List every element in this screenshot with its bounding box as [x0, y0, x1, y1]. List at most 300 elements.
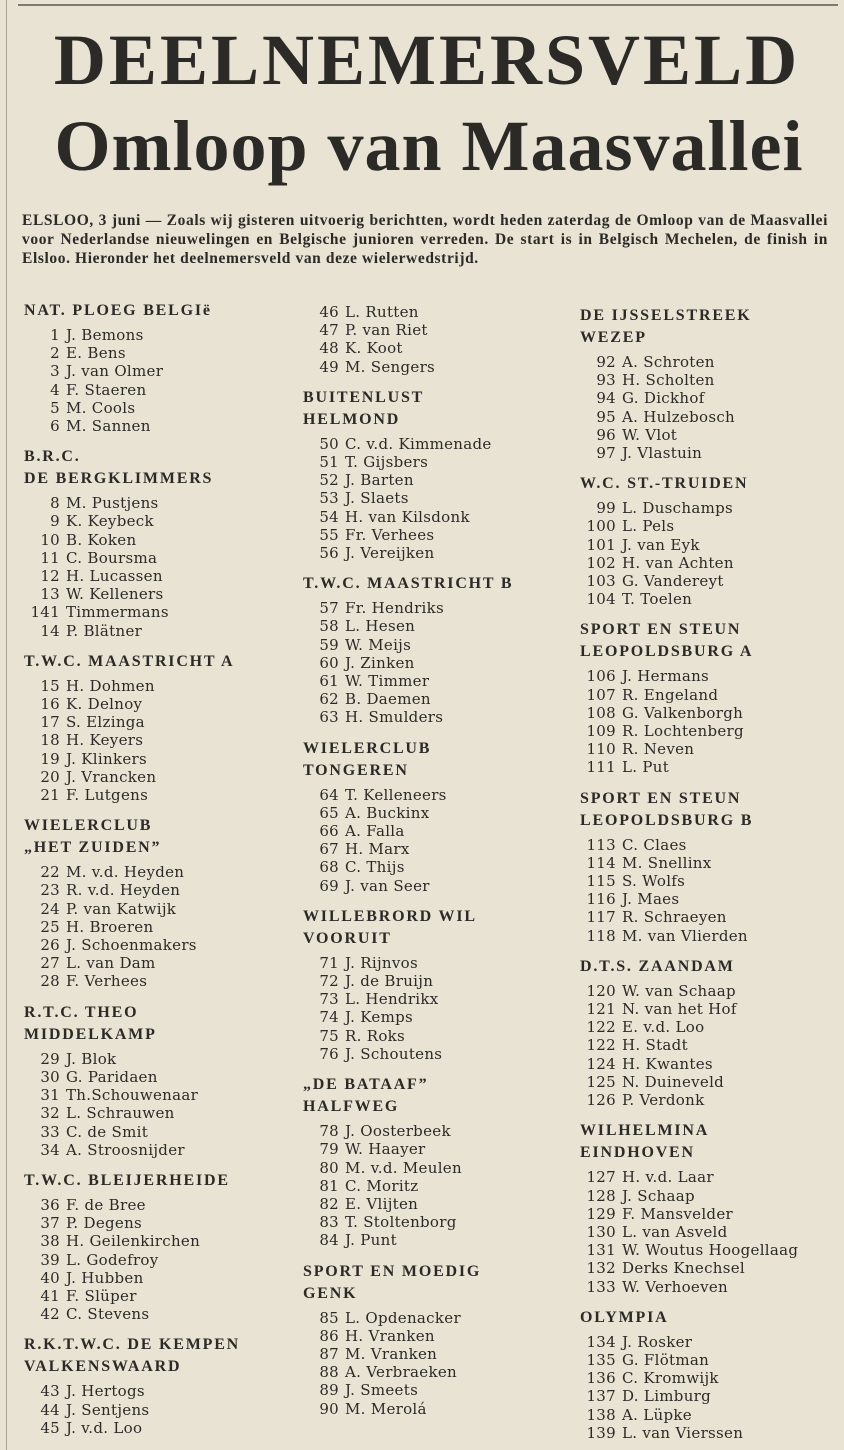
rider-name: J. Punt: [345, 1231, 397, 1250]
rider-number: 3: [50, 362, 60, 381]
rider-number: 96: [596, 425, 616, 444]
rider-name: A. Schroten: [622, 353, 715, 371]
rider-number: 63: [319, 708, 339, 727]
rider-name: M. Merolá: [345, 1399, 427, 1418]
team-name: „DE BATAAF” HALFWEG: [303, 1076, 429, 1116]
rider-name: Th.Schouwenaar: [66, 1086, 199, 1105]
rider-entry: [580, 1018, 838, 1036]
rider-number: 60: [319, 653, 339, 672]
rider-number: 79: [319, 1140, 339, 1159]
rider-entry: [580, 836, 838, 854]
rider-entry: [24, 1382, 296, 1400]
rider-entry: [303, 1045, 571, 1063]
rider-entry: [580, 1424, 838, 1442]
rider-entry: [303, 471, 571, 489]
rider-number: 31: [40, 1086, 60, 1105]
rider-entry: [24, 1287, 296, 1305]
rider-number: 75: [319, 1026, 339, 1045]
rider-entry: [580, 1387, 838, 1405]
rider-name: L. Opdenacker: [345, 1308, 461, 1327]
rider-entry: [303, 972, 571, 990]
rider-name: K. Koot: [345, 339, 403, 358]
rider-number: 69: [319, 876, 339, 895]
rider-entry: [303, 1400, 571, 1418]
rider-entry: [303, 990, 571, 1008]
rider-number: 12: [40, 567, 60, 586]
rider-number: 117: [586, 908, 616, 927]
rider-list: [580, 1168, 838, 1295]
rider-entry: [580, 908, 838, 926]
rider-entry: [580, 1259, 838, 1277]
team-block: [303, 1261, 571, 1418]
rider-list: [303, 303, 571, 376]
column-1: [24, 300, 296, 1437]
rider-number: 50: [319, 434, 339, 453]
rider-number: 134: [586, 1332, 616, 1351]
rider-number: 85: [319, 1308, 339, 1327]
rider-entry: [580, 1036, 838, 1054]
rider-name: L. van Dam: [66, 954, 156, 973]
rider-number: 67: [319, 840, 339, 859]
rider-entry: [303, 1231, 571, 1249]
rider-name: J. Smeets: [345, 1381, 419, 1400]
rider-number: 104: [586, 590, 616, 609]
team-block: [24, 1170, 296, 1323]
rider-name: J. Vlastuin: [622, 444, 703, 463]
team-name: WILLEBRORD WIL VOORUIT: [303, 907, 477, 947]
rider-name: T. Gijsbers: [345, 453, 429, 472]
rider-name: M. Pustjens: [66, 494, 159, 513]
rider-name: A. Lüpke: [622, 1405, 692, 1424]
rider-entry: [24, 786, 296, 804]
rider-entry: [24, 954, 296, 972]
rider-name: G. Dickhof: [622, 389, 705, 408]
rider-number: 61: [319, 672, 339, 691]
rider-entry: [24, 1232, 296, 1250]
rider-name: J. Schoenmakers: [66, 936, 197, 955]
rider-number: 114: [586, 853, 616, 872]
rider-entry: [303, 508, 571, 526]
rider-number: 122: [586, 1018, 616, 1037]
rider-name: D. Limburg: [622, 1387, 712, 1406]
rider-entry: [580, 722, 838, 740]
rider-number: 110: [586, 740, 616, 759]
rider-entry: [303, 1008, 571, 1026]
rider-entry: [24, 344, 296, 362]
rider-number: 18: [40, 731, 60, 750]
rider-number: 48: [319, 339, 339, 358]
rider-number: 135: [586, 1350, 616, 1369]
rider-entry: [303, 690, 571, 708]
rider-entry: [580, 758, 838, 776]
rider-name: J. Hubben: [66, 1268, 144, 1287]
rider-number: 130: [586, 1222, 616, 1241]
rider-name: W. Vlot: [622, 425, 678, 444]
rider-number: 19: [40, 749, 60, 768]
rider-entry: [580, 517, 838, 535]
rider-entry: [303, 954, 571, 972]
rider-name: J. Klinkers: [66, 749, 147, 768]
team-block: [580, 788, 838, 945]
rider-number: 43: [40, 1382, 60, 1401]
rider-list: [580, 836, 838, 945]
rider-name: H. Smulders: [345, 708, 444, 727]
rider-number: 20: [40, 767, 60, 786]
rider-name: P. van Riet: [345, 321, 428, 340]
rider-name: L. van Vierssen: [622, 1423, 744, 1442]
rider-entry: [303, 654, 571, 672]
rider-name: F. Staeren: [66, 380, 147, 399]
rider-name: J. Bemons: [66, 326, 144, 344]
rider-entry: [580, 982, 838, 1000]
rider-list: [303, 599, 571, 726]
rider-entry: [303, 858, 571, 876]
rider-name: T. Kelleneers: [345, 785, 447, 804]
rider-number: 126: [586, 1091, 616, 1110]
rider-name: M. v.d. Meulen: [345, 1158, 462, 1177]
team-name: SPORT EN STEUN LEOPOLDSBURG B: [580, 789, 754, 829]
rider-number: 139: [586, 1423, 616, 1442]
rider-number: 113: [586, 835, 616, 854]
rider-number: 118: [586, 926, 616, 945]
team-name: SPORT EN MOEDIG GENK: [303, 1262, 482, 1302]
rider-entry: [24, 881, 296, 899]
team-block: [24, 300, 296, 435]
rider-number: 62: [319, 690, 339, 709]
rider-entry: [303, 435, 571, 453]
rider-name: F. Lutgens: [66, 786, 149, 805]
rider-entry: [580, 1369, 838, 1387]
rider-entry: [24, 1141, 296, 1159]
rider-entry: [24, 1214, 296, 1232]
rider-name: E. v.d. Loo: [622, 1018, 705, 1037]
rider-list: [580, 353, 838, 462]
rider-list: [580, 499, 838, 608]
rider-name: M. Vranken: [345, 1344, 438, 1363]
rider-number: 71: [319, 953, 339, 972]
rider-number: 44: [40, 1400, 60, 1419]
rider-list: [303, 954, 571, 1063]
rider-name: J. v.d. Loo: [66, 1418, 143, 1437]
rider-name: Fr. Verhees: [345, 525, 435, 544]
rider-number: 4: [50, 380, 60, 399]
rider-number: 54: [319, 507, 339, 526]
rider-number: 133: [586, 1277, 616, 1296]
rider-entry: [24, 972, 296, 990]
rider-name: L. Hesen: [345, 617, 416, 636]
rider-number: 59: [319, 635, 339, 654]
rider-list: [24, 1050, 296, 1159]
team-block: [303, 573, 571, 726]
rider-number: 101: [586, 535, 616, 554]
rider-entry: [580, 389, 838, 407]
rider-entry: [24, 549, 296, 567]
headline: DEELNEMERSVELD: [53, 20, 801, 100]
rider-entry: [580, 1205, 838, 1223]
rider-name: F. de Bree: [66, 1195, 146, 1214]
rider-entry: [580, 1073, 838, 1091]
rider-entry: [580, 408, 838, 426]
rider-name: P. Verdonk: [622, 1091, 705, 1110]
rider-entry: [303, 1177, 571, 1195]
rider-list: [580, 667, 838, 776]
rider-name: L. Pels: [622, 517, 675, 536]
rider-number: 27: [40, 954, 60, 973]
rider-entry: [303, 303, 571, 321]
rider-entry: [303, 1327, 571, 1345]
rider-number: 136: [586, 1369, 616, 1388]
rider-entry: [24, 713, 296, 731]
rider-number: 17: [40, 713, 60, 732]
rider-number: 124: [586, 1054, 616, 1073]
rider-number: 8: [50, 494, 60, 513]
rider-name: C. Claes: [622, 835, 687, 854]
rider-name: J. Slaets: [345, 489, 409, 508]
rider-number: 84: [319, 1231, 339, 1250]
rider-number: 21: [40, 786, 60, 805]
rider-number: 6: [50, 417, 60, 436]
team-block: [303, 387, 571, 562]
rider-name: H. Stadt: [622, 1036, 688, 1055]
rider-entry: [24, 900, 296, 918]
rider-number: 37: [40, 1214, 60, 1233]
rider-list: [303, 786, 571, 895]
rider-number: 92: [596, 353, 616, 371]
rider-name: L. Hendrikx: [345, 990, 439, 1009]
rider-number: 115: [586, 872, 616, 891]
rider-entry: [580, 554, 838, 572]
rider-number: 39: [40, 1250, 60, 1269]
rider-name: Derks Knechsel: [622, 1259, 746, 1278]
rider-entry: [303, 321, 571, 339]
rider-number: 36: [40, 1195, 60, 1214]
column-2: [303, 299, 571, 1418]
rider-entry: [303, 1027, 571, 1045]
rider-name: W. Kelleners: [66, 585, 164, 604]
rider-entry: [303, 1195, 571, 1213]
rider-number: 15: [40, 676, 60, 695]
rider-number: 47: [319, 321, 339, 340]
rider-name: J. Rijnvos: [345, 953, 418, 972]
team-name: R.T.C. THEO MIDDELKAMP: [24, 1003, 157, 1043]
rider-number: 28: [40, 972, 60, 991]
team-name: DE IJSSELSTREEK WEZEP: [580, 307, 752, 346]
rider-name: N. van het Hof: [622, 1000, 737, 1019]
rider-number: 40: [40, 1268, 60, 1287]
rider-entry: [303, 1363, 571, 1381]
team-block: [24, 1334, 296, 1437]
rider-number: 13: [40, 585, 60, 604]
rider-entry: [580, 536, 838, 554]
rider-number: 129: [586, 1204, 616, 1223]
rider-list: [303, 1309, 571, 1418]
rider-number: 25: [40, 917, 60, 936]
rider-name: G. Paridaen: [66, 1067, 158, 1086]
rider-entry: [303, 877, 571, 895]
rider-name: A. Falla: [345, 822, 405, 841]
team-name: T.W.C. MAASTRICHT B: [303, 575, 514, 593]
rider-entry: [580, 1333, 838, 1351]
rider-name: F. Verhees: [66, 972, 148, 991]
rider-name: L. Rutten: [345, 303, 419, 321]
rider-list: [580, 1333, 838, 1442]
rider-list: [24, 494, 296, 640]
rider-number: 111: [586, 758, 616, 777]
rider-number: 46: [319, 303, 339, 321]
rider-name: R. Roks: [345, 1026, 406, 1045]
rider-entry: [303, 1140, 571, 1158]
rider-entry: [24, 1196, 296, 1214]
rider-entry: [303, 786, 571, 804]
rider-name: Timmermans: [66, 603, 169, 622]
rider-entry: [24, 1123, 296, 1141]
rider-entry: [303, 617, 571, 635]
rider-name: J. Hertogs: [66, 1382, 145, 1401]
rider-name: G. Vandereyt: [622, 572, 724, 591]
rider-entry: [580, 353, 838, 371]
rider-number: 81: [319, 1176, 339, 1195]
rider-number: 55: [319, 525, 339, 544]
rider-name: J. Zinken: [345, 653, 415, 672]
intro-paragraph: ELSLOO, 3 juni — Zoals wij gisteren uitvoerig berichtten, wordt heden zaterdag de Omloop van de Maasvallei voor Nederlandse nieuwelingen en Belgische junioren verreden. De start is in Belgisch Mechelen, de finish in Elsloo. Hieronder het deelnemersveld van deze wielerwedstrijd.: [22, 212, 828, 267]
rider-name: T. Stoltenborg: [345, 1213, 457, 1232]
rider-number: 29: [40, 1049, 60, 1068]
rider-entry: [303, 544, 571, 562]
rider-entry: [24, 622, 296, 640]
team-name: WIELERCLUB „HET ZUIDEN”: [24, 817, 162, 857]
rider-name: H. Scholten: [622, 371, 715, 390]
rider-number: 11: [40, 548, 60, 567]
rider-number: 83: [319, 1213, 339, 1232]
rider-entry: [24, 1419, 296, 1437]
rider-number: 22: [40, 863, 60, 882]
rider-name: M. Snellinx: [622, 853, 712, 872]
rider-entry: [303, 1345, 571, 1363]
rider-name: J. Vereijken: [345, 544, 435, 563]
team-block: [24, 446, 296, 640]
rider-name: J. de Bruijn: [345, 972, 434, 991]
rider-entry: [303, 672, 571, 690]
rider-number: 100: [586, 517, 616, 536]
rider-name: R. v.d. Heyden: [66, 881, 181, 900]
rider-name: E. Vlijten: [345, 1194, 419, 1213]
rider-entry: [580, 1168, 838, 1186]
rider-name: J. Oosterbeek: [345, 1122, 451, 1141]
rider-entry: [303, 526, 571, 544]
rider-number: 89: [319, 1381, 339, 1400]
subheadline: Omloop van Maasvallei: [54, 106, 804, 186]
rider-entry: [580, 499, 838, 517]
rider-name: P. van Katwijk: [66, 899, 177, 918]
rider-number: 58: [319, 617, 339, 636]
rider-name: A. Verbraeken: [345, 1363, 457, 1382]
rider-entry: [303, 599, 571, 617]
rider-number: 26: [40, 936, 60, 955]
rider-number: 56: [319, 544, 339, 563]
rider-number: 80: [319, 1158, 339, 1177]
team-name: SPORT EN STEUN LEOPOLDSBURG A: [580, 621, 754, 661]
rider-name: B. Koken: [66, 530, 137, 549]
rider-name: G. Flötman: [622, 1350, 710, 1369]
rider-entry: [580, 1223, 838, 1241]
rider-number: 66: [319, 822, 339, 841]
rider-entry: [580, 890, 838, 908]
rider-entry: [580, 740, 838, 758]
rider-number: 57: [319, 599, 339, 618]
rider-entry: [24, 731, 296, 749]
team-block: [580, 1307, 838, 1442]
column-rule: [6, 0, 7, 1450]
rider-entry: [580, 927, 838, 945]
rider-number: 116: [586, 890, 616, 909]
team-block: [580, 305, 838, 462]
team-block: [303, 1074, 571, 1249]
rider-entry: [24, 1068, 296, 1086]
rider-name: A. Stroosnijder: [66, 1140, 185, 1159]
team-name: D.T.S. ZAANDAM: [580, 957, 735, 975]
rider-name: M. Sannen: [66, 417, 151, 436]
rider-name: J. van Eyk: [622, 535, 700, 554]
team-name: BUITENLUST HELMOND: [303, 388, 425, 428]
rider-name: G. Valkenborgh: [622, 703, 744, 722]
rider-name: W. van Schaap: [622, 981, 736, 1000]
team-block: [303, 906, 571, 1063]
rider-number: 127: [586, 1168, 616, 1187]
rider-name: L. Schrauwen: [66, 1104, 175, 1123]
team-name: W.C. ST.-TRUIDEN: [580, 475, 749, 493]
rider-name: J. Schoutens: [345, 1044, 443, 1063]
rider-entry: [24, 531, 296, 549]
rider-number: 68: [319, 858, 339, 877]
rider-entry: [24, 1104, 296, 1122]
rider-entry: [24, 399, 296, 417]
rider-number: 122: [586, 1036, 616, 1055]
rider-name: J. Maes: [622, 890, 680, 909]
rider-entry: [24, 1050, 296, 1068]
rider-entry: [303, 1381, 571, 1399]
team-name: NAT. PLOEG BELGIë: [24, 302, 212, 319]
rider-number: 93: [596, 371, 616, 390]
rider-entry: [303, 840, 571, 858]
team-name: R.K.T.W.C. DE KEMPEN VALKENSWAARD: [24, 1336, 241, 1376]
rider-number: 78: [319, 1122, 339, 1141]
rider-entry: [24, 417, 296, 435]
rider-entry: [24, 695, 296, 713]
rider-number: 138: [586, 1405, 616, 1424]
rider-name: H. Dohmen: [66, 676, 155, 695]
rider-name: L. van Asveld: [622, 1222, 728, 1241]
rider-number: 90: [319, 1399, 339, 1418]
team-block: [580, 1120, 838, 1295]
rider-name: J. Rosker: [622, 1332, 693, 1351]
rider-entry: [24, 918, 296, 936]
rider-name: R. Neven: [622, 740, 695, 759]
rider-number: 107: [586, 685, 616, 704]
rider-name: A. Buckinx: [345, 803, 430, 822]
team-block: [580, 956, 838, 1109]
team-block: [24, 815, 296, 990]
rider-entry: [24, 863, 296, 881]
rider-entry: [580, 1000, 838, 1018]
rider-number: 65: [319, 803, 339, 822]
rider-entry: [303, 708, 571, 726]
rider-name: J. Vrancken: [66, 767, 157, 786]
team-name: T.W.C. MAASTRICHT A: [24, 652, 235, 670]
rider-number: 38: [40, 1232, 60, 1251]
rider-number: 42: [40, 1305, 60, 1324]
rider-number: 34: [40, 1140, 60, 1159]
rider-entry: [303, 804, 571, 822]
